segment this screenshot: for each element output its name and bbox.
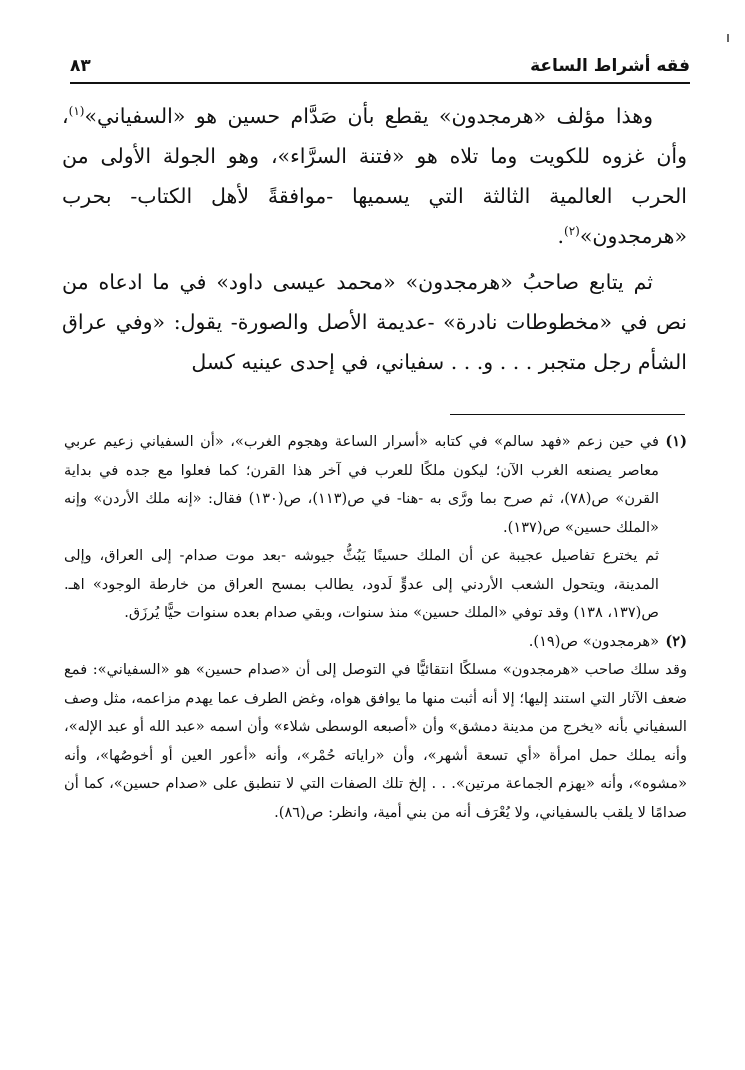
footnote-2-para-1: «هرمجدون» ص(١٩). [528, 632, 659, 650]
paragraph-1-text-cont: ، وأن غزوه للكويت وما تلاه هو «فتنة السرَّاء»، وهو الجولة الأولى من الحرب العالمية الثالثة التي يسميها -موافقةً لأهل الكتاب- بحرب «هرمجدون» [62, 104, 687, 248]
footnote-2-para-2: وقد سلك صاحب «هرمجدون» مسلكًا انتقائيًّا في التوصل إلى أن «صدام حسين» هو «السفياني»: فمع ضعف الآثار التي استند إليها؛ إلا أنه أثبت منها ما يوافق هواه، وغض الطرف عما يهدم مزاعمه، مثل وصف السفياني بأنه «يخرج من مدينة دمشق» وأن «أصبعه الوسطى شلاء» وأن اسمه «عبد الله أو عبد الإله»، وأنه يملك حمل امرأة «أي تسعة أشهر»، وأن «راياته حُمْر»، وأنه «أعور العين أو أخوصُها»، وأنه «مشوه»، وأنه «يهزم الجماعة مرتين». . . إلخ تلك الصفات التي لا تنطبق على «صدام حسين»، كما أن صدامًا لا يلقب بالسفياني، ولا يُعْرَف أنه من بني أمية، وانظر: ص(٨٦). [64, 661, 687, 821]
footnote-ref-1: (١) [68, 104, 85, 119]
footnote-1-para-2: ثم يخترع تفاصيل عجيبة عن أن الملك حسينًا يَبُثُّ جيوشه -بعد موت صدام- إلى العراق، وإلى المدينة، ويتحول الشعب الأردني إلى عدوٍّ لَدود، يطالب بمسح العراق من خارطة الوجود» اهـ. ص(١٣٧، ١٣٨) وقد توفي «الملك حسين» منذ سنوات، وبقي صدام بعده سنوات حيًّا يُرزَق. [64, 547, 659, 621]
footnote-1-body [64, 428, 659, 628]
footnote-2-number: (٢) [665, 632, 687, 650]
footnote-2-body [64, 628, 659, 657]
page-number: ٨٣ [70, 56, 91, 76]
footnote-2-continuation [64, 656, 687, 827]
footnote-1-number: (١) [665, 433, 687, 450]
main-text [62, 96, 687, 388]
footnote-2 [64, 628, 687, 657]
scan-mark [727, 34, 729, 42]
paragraph-1 [62, 96, 687, 256]
footnotes [64, 428, 687, 827]
paragraph-1-text: وهذا مؤلف «هرمجدون» يقطع بأن صَدَّام حسين هو «السفياني» [84, 104, 653, 128]
running-header-title: فقه أشراط الساعة [530, 56, 690, 76]
paragraph-2: ثم يتابع صاحبُ «هرمجدون» «محمد عيسى داود» في ما ادعاه من نص في «مخطوطات نادرة» -عديمة الأصل والصورة- يقول: «وفي عراق الشأم رجل متجبر . . . و. . . سفياني، في إحدى عينيه كسل [62, 270, 687, 374]
paragraph-1-end: . [557, 224, 565, 248]
footnote-ref-2: (٢) [564, 224, 580, 239]
footnote-divider [450, 414, 685, 415]
footnote-1 [64, 428, 687, 628]
footnote-1-para-1: في حين زعم «فهد سالم» في كتابه «أسرار الساعة وهجوم الغرب»، «أن السفياني زعيم عربي معاصر يصنعه الغرب الآن؛ ليكون ملكًا للعرب في آخر هذا القرن؛ كما فعلوا مع جده في بداية القرن» ص(٧٨)، ثم صرح بما ورَّى به -هنا- في ص(١١٣)، ص(١٣٠) فقال: «إنه ملك الأردن» وإنه «الملك حسين» ص(١٣٧). [64, 433, 660, 536]
running-header [70, 48, 690, 84]
